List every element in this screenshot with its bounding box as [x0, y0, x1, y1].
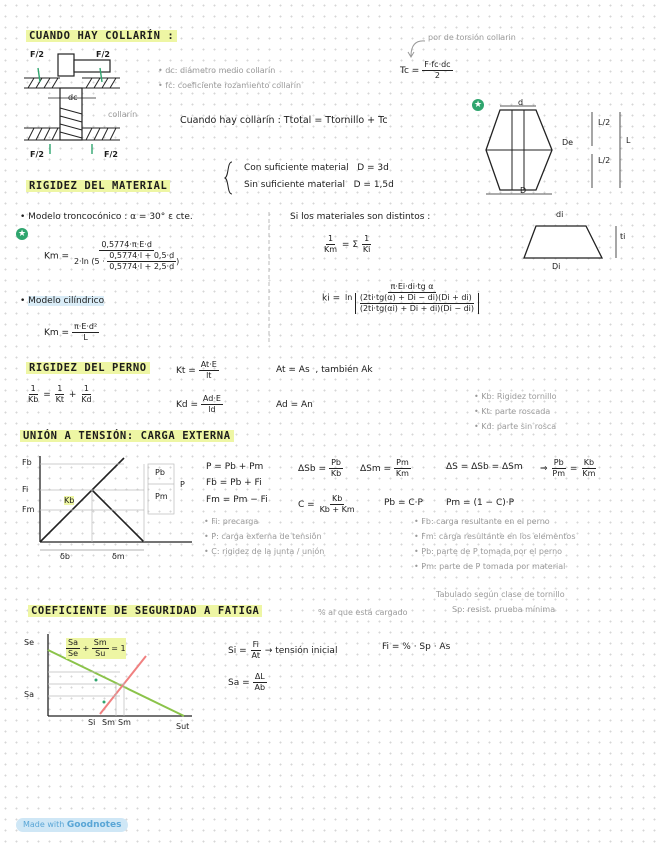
eq-pb: Pb = C·P	[384, 498, 423, 508]
nut-diagram	[482, 102, 627, 198]
bullet-dc: • dc: diámetro medio collarín	[158, 66, 276, 75]
axis-fm-label: Fm	[22, 505, 35, 514]
bullet-fc: • fc: coeficiente rozamiento collarín	[158, 81, 302, 90]
nut-l2-label-b: L/2	[598, 156, 611, 165]
trap-ti-label: ti	[620, 232, 626, 241]
fatigue-x-sm2: Sm	[118, 718, 131, 727]
legend-fb: • Fb: carga resultante en el perno	[414, 517, 550, 526]
nut-l-label: L	[626, 136, 631, 145]
case-sin: Sin suficiente material D = 1,5d	[244, 180, 394, 190]
graph-pb-label: Pb	[155, 468, 165, 477]
case-con: Con suficiente material D = 3d	[244, 163, 389, 173]
nut-d-label: d	[518, 98, 524, 107]
legend-p: • P: carga externa de tensión	[204, 532, 322, 541]
heading-collarin: CUANDO HAY COLLARÍN :	[26, 30, 177, 42]
eq-fb: Fb = Pb + Fi	[206, 478, 262, 488]
note-tabulado: Tabulado según clase de tornillo	[436, 590, 565, 599]
fatigue-eq-label: $\frac{Sa}{Se}$ + $\frac{Sm}{Su}$ = 1	[68, 638, 126, 658]
trap-di-label: di	[556, 210, 564, 219]
distintos-label: Si los materiales son distintos :	[290, 212, 431, 222]
statement-collarin: Cuando hay collarín : Ttotal = Ttornillo + Tc	[180, 115, 388, 126]
eq-ratio: ⇒ $\frac{Pb}{Pm}$ = $\frac{Kb}{Km}$	[540, 458, 596, 478]
formula-ad: Ad = An	[276, 400, 313, 410]
legend-pm: • Pm: parte de P tomada por material	[414, 562, 566, 571]
heading-fatiga: COEFICIENTE DE SEGURIDAD A FATIGA	[28, 605, 262, 617]
trapezoid-diagram	[520, 220, 630, 270]
nut-l2-label-a: L/2	[598, 118, 611, 127]
formula-sa: Sa = $\frac{\Delta L}{Ab}$	[228, 672, 266, 692]
formula-fi: Fi = % · Sp · As	[382, 642, 451, 652]
formula-si: Si = $\frac{Fi}{At}$ → tensión inicial	[228, 640, 338, 660]
formula-tc: Tc = $\frac{F\cdot fc\cdot dc}{2}$	[400, 60, 451, 80]
legend-c: • C: rigidez de la junta / unión	[204, 547, 325, 556]
formula-km-troncoconico: Km = 0,5774·π·E·d 2·ln (5 · $\frac{0,5774\cdot l + 0,5\cdot d}{0,5774\cdot l + 2,5\cdot d}$ )	[44, 240, 180, 271]
graph-pm-label: Pm	[155, 492, 168, 501]
eq-p: P = Pb + Pm	[206, 462, 264, 472]
formula-sum-km: $\frac{1}{Km}$ = Σ $\frac{1}{Ki}$	[324, 234, 371, 254]
axis-dm-label: δm	[112, 552, 125, 561]
heading-rigidez-perno: RIGIDEZ DEL PERNO	[26, 362, 150, 374]
collar-diagram	[20, 48, 150, 160]
note-cargado: % al que está cargado	[318, 608, 408, 617]
note-torsion-collarin: por de torsión collarin	[428, 33, 516, 42]
goodnotes-badge: Made with Goodnotes	[16, 818, 128, 832]
force-label-2: F/2	[96, 50, 110, 59]
dim-dc-label: dc	[68, 93, 78, 102]
axis-fi-label: Fi	[22, 485, 29, 494]
fatigue-sa-label: Sa	[24, 690, 34, 699]
force-label-4: F/2	[104, 150, 118, 159]
eq-c: C = $\frac{Kb}{Kb + Km}$	[298, 494, 355, 514]
note-sp: Sp: resist. prueba mínima	[452, 605, 556, 614]
nut-D-label: D	[520, 186, 527, 195]
nut-de-label: De	[562, 138, 574, 147]
force-label-3: F/2	[30, 150, 44, 159]
legend-pb: • Pb: parte de P tomada por el perno	[414, 547, 563, 556]
legend-kt: • Kt: parte roscada	[474, 407, 551, 416]
formula-kd: Kd = $\frac{Ad\cdot E}{ld}$	[176, 394, 221, 414]
legend-fm: • Fm: carga resultante en los elementos	[414, 532, 576, 541]
star-icon-2: ★	[17, 229, 27, 239]
eq-fm: Fm = Pm − Fi	[206, 495, 268, 505]
force-label-1: F/2	[30, 50, 44, 59]
eq-dsm: ΔSm = $\frac{Pm}{Km}$	[360, 458, 409, 478]
legend-fi: • Fi: precarga	[204, 517, 259, 526]
star-icon: ★	[473, 100, 483, 110]
graph-p-label: P	[180, 480, 185, 489]
fatigue-x-si: Si	[88, 718, 96, 727]
fatigue-x-sm: Sm	[102, 718, 115, 727]
eq-dsb: ΔSb = $\frac{Pb}{Kb}$	[298, 458, 342, 478]
trap-Di-label: Di	[552, 262, 561, 271]
arrow-curve-icon	[405, 38, 429, 60]
fatigue-su-label: Sut	[176, 722, 190, 731]
legend-kd: • Kd: parte sin rosca	[474, 422, 557, 431]
legend-kb: • Kb: Rigidez tornillo	[474, 392, 557, 401]
troncoconico-label: • Modelo troncocónico : α = 30° ε cte.	[20, 212, 193, 222]
formula-ki: ki = π·Ei·di·tg α ln $\frac{(2ti\cdot tg(\alpha) + Di - di)(Di + di)}{(2ti\cdot tg(\alpha i) + Di + di)(Di - di)}$	[322, 282, 481, 314]
axis-fb-label: Fb	[22, 458, 32, 467]
cilindrico-label: • Modelo cilíndrico	[20, 296, 105, 306]
brace-icon	[224, 160, 234, 196]
eq-ds: ΔS = ΔSb = ΔSm	[446, 462, 523, 472]
tension-graph	[20, 452, 200, 562]
formula-km-cilindrico: Km = $\frac{\text{π·E·d²}}{L}$	[44, 322, 98, 342]
dashed-divider	[268, 212, 270, 342]
heading-union-tension: UNIÓN A TENSIÓN: CARGA EXTERNA	[20, 430, 234, 442]
eq-pm: Pm = (1 − C)·P	[446, 498, 515, 508]
formula-kt: Kt = $\frac{At\cdot E}{lt}$	[176, 360, 217, 380]
fatigue-se-label: Se	[24, 638, 34, 647]
formula-at: At = As , también Ak	[276, 365, 373, 375]
collarin-label: collarín	[108, 110, 138, 119]
graph-kb-label: Kb	[64, 496, 75, 505]
axis-db-label: δb	[60, 552, 70, 561]
formula-kb: $\frac{1}{Kb}$ = $\frac{1}{Kt}$ + $\frac{1}{Kd}$	[28, 384, 92, 404]
heading-rigidez-material: RIGIDEZ DEL MATERIAL	[26, 180, 170, 192]
